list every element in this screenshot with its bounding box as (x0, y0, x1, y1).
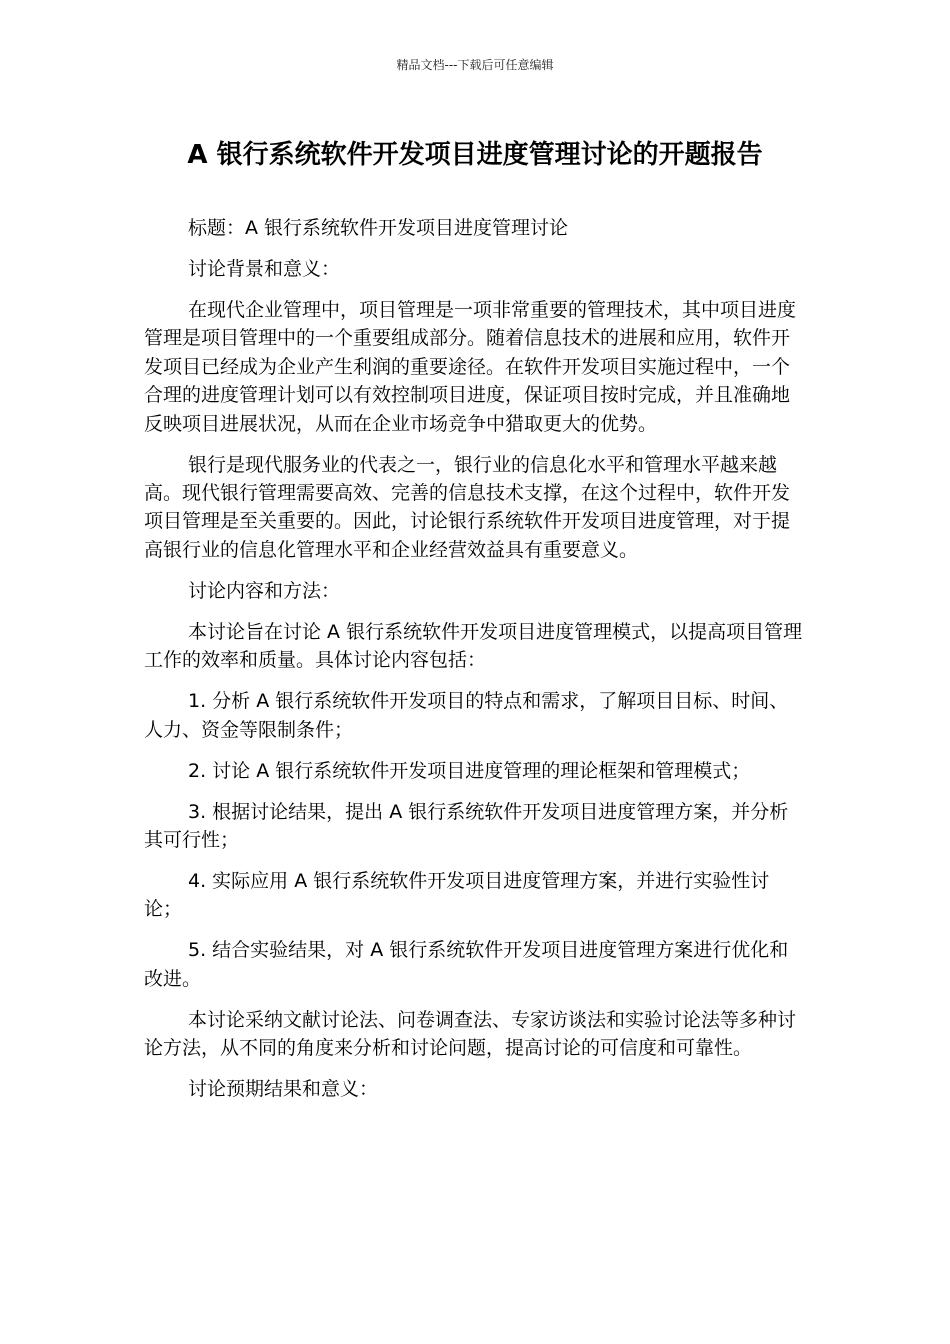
heading-expected-results: 讨论预期结果和意义： (188, 1078, 379, 1101)
paragraph-subject: 标题：A 银行系统软件开发项目进度管理讨论 (188, 217, 569, 239)
list-item-1: 1. 分析 A 银行系统软件开发项目的特点和需求，了解项目目标、时间、人力、资金等限制条件； (144, 690, 789, 741)
running-header: 精品文档---下载后可任意编辑 (396, 58, 554, 72)
paragraph-background-2: 银行是现代服务业的代表之一，银行业的信息化水平和管理水平越来越高。现代银行管理需要高效、完善的信息技术支撑，在这个过程中，软件开发项目管理是至关重要的。因此，讨论银行系统软件开发项目进度管理，对于提高银行业的信息化管理水平和企业经营效益具有重要意义。 (144, 453, 791, 561)
paragraph-methods: 本讨论采纳文献讨论法、问卷调查法、专家访谈法和实验讨论法等多种讨论方法，从不同的角度来分析和讨论问题，提高讨论的可信度和可靠性。 (144, 1008, 797, 1060)
list-item-3: 3. 根据讨论结果，提出 A 银行系统软件开发项目进度管理方案，并分析其可行性； (144, 800, 789, 852)
list-item-2: 2. 讨论 A 银行系统软件开发项目进度管理的理论框架和管理模式； (188, 759, 751, 782)
paragraph-content-intro: 本讨论旨在讨论 A 银行系统软件开发项目进度管理模式，以提高项目管理工作的效率和质量。具体讨论内容包括： (144, 620, 803, 672)
heading-background: 讨论背景和意义： (188, 258, 341, 280)
paragraph-background-1: 在现代企业管理中，项目管理是一项非常重要的管理技术，其中项目进度管理是项目管理中的一个重要组成部分。随着信息技术的进展和应用，软件开发项目已经成为企业产生利润的重要途径。在软件开发项目实施过程中，一个合理的进度管理计划可以有效控制项目进度，保证项目按时完成，并且准确地反映项目进展状况，从而在企业市场竞争中猎取更大的优势。 (144, 299, 797, 435)
document-body (144, 214, 804, 1116)
heading-content-method: 讨论内容和方法： (188, 579, 341, 602)
document-title: A 银行系统软件开发项目进度管理讨论的开题报告 (187, 140, 763, 170)
list-item-4: 4. 实际应用 A 银行系统软件开发项目进度管理方案，并进行实验性讨论； (144, 870, 770, 921)
list-item-5: 5. 结合实验结果，对 A 银行系统软件开发项目进度管理方案进行优化和改进。 (144, 939, 789, 990)
